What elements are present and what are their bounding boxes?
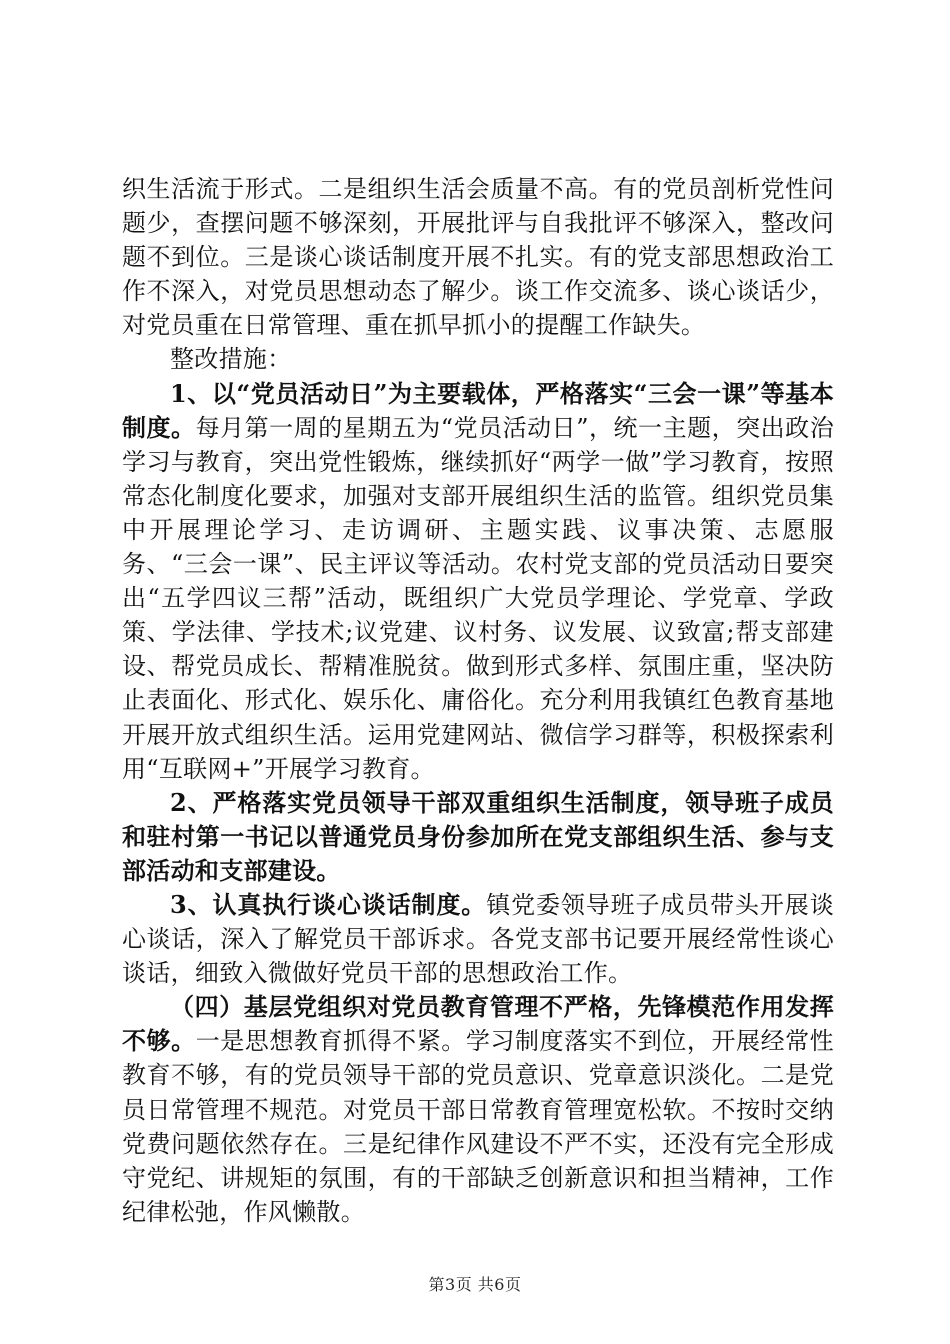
paragraph-lead: 3、认真执行谈心谈话制度。 <box>170 889 487 919</box>
document-body <box>122 172 834 1229</box>
paragraph-text: 整改措施： <box>170 345 292 374</box>
paragraph-measure-2 <box>122 786 834 888</box>
paragraph-text: 一是思想教育抓得不紧。学习制度落实不到位，开展经常性教育不够，有的党员领导干部的党员意识、党章意识淡化。二是党员日常管理不规范。对党员干部日常教育管理宽松软。不按时交纳党费问题依然存在。三是纪律作风建设不严不实，还没有完全形成守党纪、讲规矩的氛围，有的干部缺乏创新意识和担当精神，工作纪律松弛，作风懒散。 <box>122 1027 834 1226</box>
paragraph-section-4 <box>122 990 834 1229</box>
paragraph-measures-heading <box>122 342 834 376</box>
paragraph-text: 每月第一周的星期五为“党员活动日”，统一主题，突出政治学习与教育，突出党性锻炼，继续抓好“两学一做”学习教育，按照常态化制度化要求，加强对支部开展组织生活的监管。组织党员集中开展理论学习、走访调研、主题实践、议事决策、志愿服务、“三会一课”、民主评议等活动。农村党支部的党员活动日要突出“五学四议三帮”活动，既组织广大党员学理论、学党章、学政策、学法律、学技术;议党建、议村务、议发展、议致富;帮支部建设、帮党员成长、帮精准脱贫。做到形式多样、氛围庄重，坚决防止表面化、形式化、娱乐化、庸俗化。充分利用我镇红色教育基地开展开放式组织生活。运用党建网站、微信学习群等，积极探索利用“互联网+”开展学习教育。 <box>122 413 835 783</box>
paragraph-lead: （四）基层党组织对党员教育管理不严格，先锋模范作用发挥不够。 <box>122 992 834 1056</box>
paragraph-measure-3 <box>122 888 834 990</box>
paragraph-measure-1 <box>122 377 834 786</box>
paragraph-problem-continued <box>122 172 834 342</box>
page-number-footer: 第3页 共6页 <box>428 1275 522 1294</box>
paragraph-lead: 2、严格落实党员领导干部双重组织生活制度，领导班子成员和驻村第一书记以普通党员身份参加所在党支部组织生活、参与支部活动和支部建设。 <box>122 787 834 885</box>
paragraph-text: 织生活流于形式。二是组织生活会质量不高。有的党员剖析党性问题少，查摆问题不够深刻，开展批评与自我批评不够深入，整改问题不到位。三是谈心谈话制度开展不扎实。有的党支部思想政治工作不深入，对党员思想动态了解少。谈工作交流多、谈心谈话少，对党员重在日常管理、重在抓早抓小的提醒工作缺失。 <box>122 175 834 340</box>
paragraph-text: 镇党委领导班子成员带头开展谈心谈话，深入了解党员干部诉求。各党支部书记要开展经常性谈心谈话，细致入微做好党员干部的思想政治工作。 <box>122 890 834 988</box>
paragraph-lead: 1、以“党员活动日”为主要载体，严格落实“三会一课”等基本制度。 <box>122 378 834 442</box>
